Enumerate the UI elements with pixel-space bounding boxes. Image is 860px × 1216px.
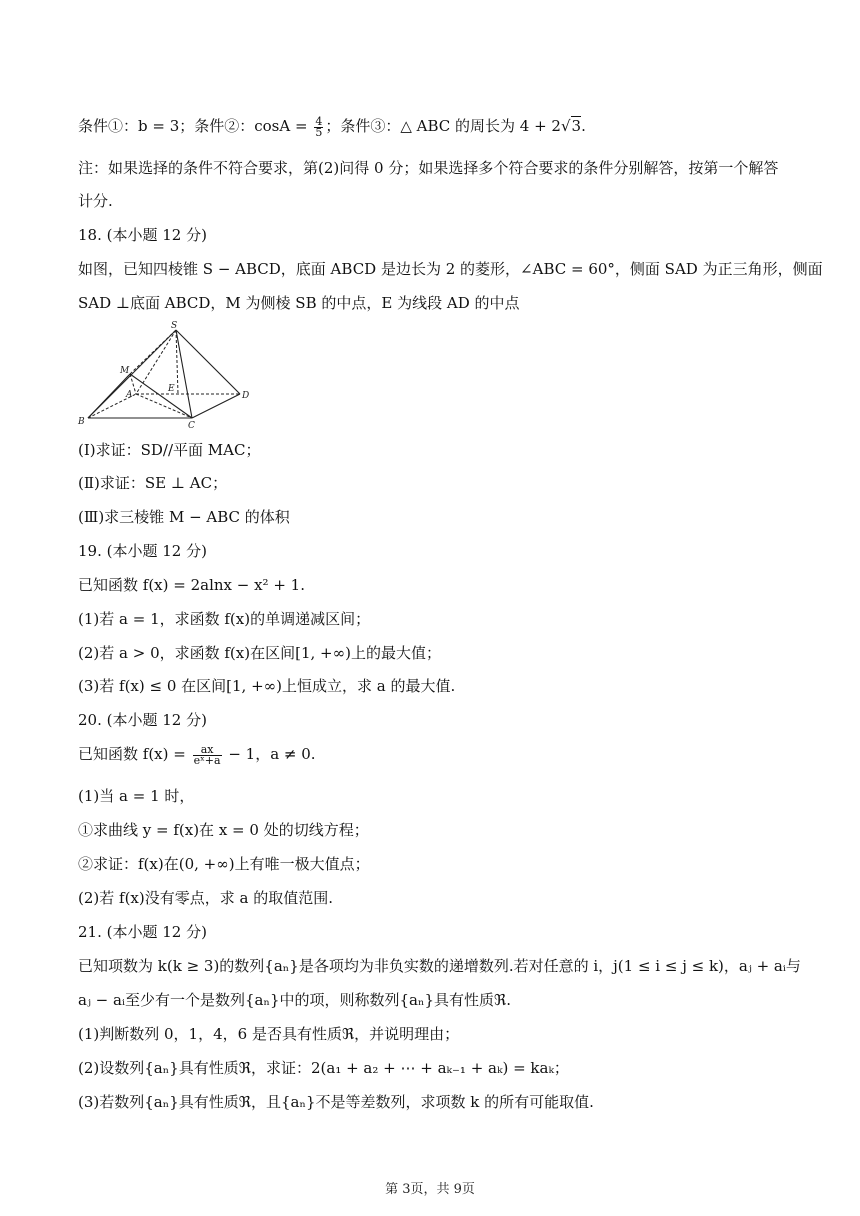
pyramid-diagram <box>74 318 254 430</box>
problem-20-heading: 20. (本小题 12 分) <box>78 711 207 729</box>
problem-20-text <box>78 744 790 766</box>
problem-21-heading: 21. (本小题 12 分) <box>78 923 207 941</box>
note-line: 注：如果选择的条件不符合要求，第(2)问得 0 分；如果选择多个符合要求的条件分别解答，按第一个解答 <box>78 159 779 177</box>
problem-20-part-1b: ②求证：f(x)在(0, +∞)上有唯一极大值点； <box>78 855 370 873</box>
label-S: S <box>171 321 178 331</box>
problem-20-part-1: (1)当 a = 1 时， <box>78 787 195 805</box>
problem-21-text-1: 已知项数为 k(k ≥ 3)的数列{aₙ}是各项均为非负实数的递增数列.若对任意的 i，j(1 ≤ i ≤ j ≤ k)，aⱼ + aᵢ与 <box>78 957 801 975</box>
function-def-head: 已知函数 f(x) = <box>78 745 191 763</box>
problem-18-part-2: (Ⅱ)求证：SE ⊥ AC； <box>78 474 228 492</box>
problem-18-heading: 18. (本小题 12 分) <box>78 226 207 244</box>
fraction-denominator: 5 <box>315 125 323 139</box>
conditions-text: 条件①：b = 3；条件②：cosA = <box>78 117 313 135</box>
problem-18-text-1: 如图，已知四棱锥 S − ABCD，底面 ABCD 是边长为 2 的菱形，∠ABC = 60°，侧面 SAD 为正三角形，侧面 <box>78 260 823 278</box>
problem-21-text-2: aⱼ − aᵢ至少有一个是数列{aₙ}中的项，则称数列{aₙ}具有性质ℜ. <box>78 991 511 1009</box>
note-line-2: 计分. <box>78 192 113 210</box>
problem-20-part-1a: ①求曲线 y = f(x)在 x = 0 处的切线方程； <box>78 821 369 839</box>
label-B: B <box>78 417 85 427</box>
label-A: A <box>126 390 133 400</box>
fraction-denominator: eˣ+a <box>193 753 221 767</box>
problem-21-part-2: (2)设数列{aₙ}具有性质ℜ，求证：2(a₁ + a₂ + ⋯ + aₖ₋₁ + aₖ) = kaₖ； <box>78 1059 569 1077</box>
label-C: C <box>188 421 195 430</box>
edge-CD <box>192 394 240 418</box>
edge-MC <box>130 374 192 418</box>
fraction-numerator: 4 <box>315 114 323 128</box>
period: . <box>581 117 586 135</box>
label-E: E <box>168 384 175 394</box>
problem-19-text: 已知函数 f(x) = 2alnx − x² + 1. <box>78 576 305 594</box>
problem-19-part-1: (1)若 a = 1，求函数 f(x)的单调递减区间； <box>78 610 371 628</box>
page-footer: 第 3页，共 9页 <box>385 1182 475 1197</box>
problem-19-part-2: (2)若 a > 0，求函数 f(x)在区间[1, +∞)上的最大值； <box>78 644 441 662</box>
problem-18-part-1: (Ⅰ)求证：SD//平面 MAC； <box>78 441 261 459</box>
problem-18-text-2: SAD ⊥底面 ABCD，M 为侧棱 SB 的中点，E 为线段 AD 的中点 <box>78 294 520 312</box>
problem-19-part-3: (3)若 f(x) ≤ 0 在区间[1, +∞)上恒成立，求 a 的最大值. <box>78 677 456 695</box>
pyramid-figure <box>74 318 254 430</box>
cos-fraction <box>314 114 323 139</box>
label-D: D <box>242 391 250 401</box>
problem-21-part-1: (1)判断数列 0，1，4，6 是否具有性质ℜ，并说明理由； <box>78 1025 460 1043</box>
label-M: M <box>120 366 130 376</box>
edge-SB <box>88 330 176 418</box>
problem-21-part-3: (3)若数列{aₙ}具有性质ℜ，且{aₙ}不是等差数列，求项数 k 的所有可能取值. <box>78 1093 594 1111</box>
conditions-line: 条件①：b = 3；条件②：cosA = $\frac{4}{5}$ ；条件③：△ ABC 的周长为 4 + 2√3. <box>78 114 586 139</box>
conditions-tail: ；条件③：△ ABC 的周长为 4 + 2 <box>325 117 561 135</box>
problem-19-heading: 19. (本小题 12 分) <box>78 542 207 560</box>
function-def-tail: − 1，a ≠ 0. <box>223 745 316 763</box>
function-fraction <box>193 742 222 767</box>
problem-20-part-2: (2)若 f(x)没有零点，求 a 的取值范围. <box>78 889 333 907</box>
fraction-numerator: ax <box>193 745 222 756</box>
problem-18-part-3: (Ⅲ)求三棱锥 M − ABC 的体积 <box>78 508 290 526</box>
sqrt-value: 3 <box>571 117 582 135</box>
